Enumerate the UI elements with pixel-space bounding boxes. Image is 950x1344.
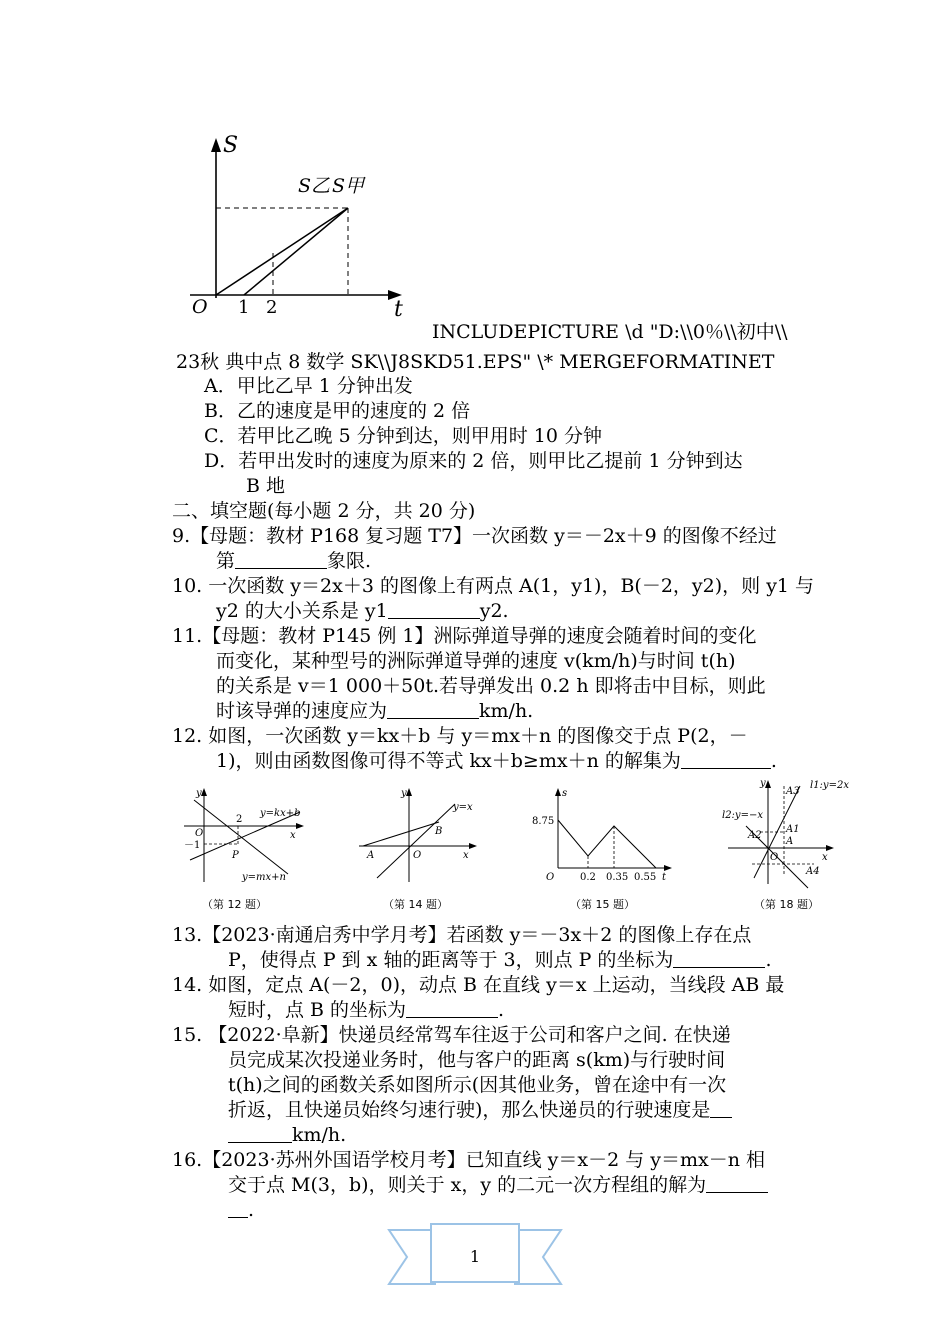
figure-15 <box>530 782 680 917</box>
fig12-y-label: y <box>196 788 202 799</box>
fig18-l2-label: l2:y=−x <box>722 810 763 821</box>
fig14-x-label: x <box>463 850 469 861</box>
x-axis-label: t <box>394 297 403 322</box>
fig18-point-a: A <box>786 836 794 847</box>
fig18-point-a4: A4 <box>806 866 820 877</box>
figure-14 <box>355 782 485 917</box>
question-11-line-1: 11.【母题：教材 P145 例 1】洲际弹道导弹的速度会随着时间的变化 <box>172 625 757 647</box>
fig18-x-label: x <box>822 852 828 863</box>
tick-label-2: 2 <box>266 297 278 318</box>
question-12-line-2 <box>216 749 777 773</box>
fig12-x-label: x <box>290 830 296 841</box>
q11-answer-blank[interactable] <box>387 700 479 719</box>
question-16-line-1: 16.【2023·苏州外国语学校月考】已知直线 y＝x－2 与 y＝mx－n 相 <box>172 1149 766 1171</box>
question-15-line-4 <box>228 1098 732 1122</box>
question-15-line-3: t(h)之间的函数关系如图所示(因其他业务，曾在途中有一次 <box>228 1074 727 1096</box>
fig14-point-b: B <box>435 826 443 837</box>
fig14-point-a: A <box>367 850 375 861</box>
q11-text-post: km/h. <box>479 700 534 722</box>
fig18-l1-label: l1:y=2x <box>810 780 849 791</box>
fig12-line2-label: y=mx+n <box>242 872 286 883</box>
q12-text-post: . <box>770 750 777 772</box>
figure-18 <box>718 772 858 917</box>
fig12-origin: O <box>195 828 204 839</box>
fig12-tick-neg1: －1 <box>184 840 201 851</box>
question-9-line-1: 9.【母题：教材 P168 复习题 T7】一次函数 y＝－2x＋9 的图像不经过 <box>172 525 777 547</box>
q13-answer-blank[interactable] <box>673 949 765 968</box>
question-13-line-2 <box>228 948 771 972</box>
fig18-point-a1: A1 <box>786 824 800 835</box>
question-15-line-5 <box>228 1123 346 1147</box>
fig15-s-label: s <box>562 788 568 799</box>
question-11-line-3: 的关系是 v＝1 000＋50t.若导弹发出 0.2 h 即将击中目标，则此 <box>216 675 766 697</box>
fig15-t-label: t <box>662 872 667 883</box>
page-number-ribbon <box>385 1222 565 1292</box>
option-d-continued: B 地 <box>246 475 286 497</box>
fig12-point-p: P <box>232 850 239 861</box>
option-d: D．若甲出发时的速度为原来的 2 倍，则甲比乙提前 1 分钟到达 <box>204 450 743 472</box>
fig15-origin: O <box>546 872 555 883</box>
q15-answer-blank-part-1[interactable] <box>710 1099 732 1118</box>
question-11-line-4 <box>216 699 533 723</box>
fig15-tick-1: 0.2 <box>580 872 596 883</box>
question-10-line-2 <box>216 599 509 623</box>
distance-time-graph <box>180 130 420 330</box>
question-14-line-1: 14. 如图，定点 A(－2，0)，动点 B 在直线 y＝x 上运动，当线段 AB 最 <box>172 974 785 996</box>
q14-answer-blank[interactable] <box>406 999 498 1018</box>
question-9-line-2 <box>216 549 371 573</box>
q13-text-pre: P，使得点 P 到 x 轴的距离等于 3，则点 P 的坐标为 <box>228 949 674 971</box>
fig14-line-label: y=x <box>453 802 473 813</box>
question-14-line-2 <box>228 998 504 1022</box>
line-label-yi: S乙 <box>298 175 331 197</box>
option-a: A．甲比乙早 1 分钟出发 <box>204 375 413 397</box>
q16-answer-blank-part-1[interactable] <box>706 1174 768 1193</box>
include-picture-field-2: 23秋 典中点 8 数学 SK\\J8SKD51.EPS" \* MERGEFORMATINET <box>176 351 775 373</box>
question-12-line-1: 12. 如图，一次函数 y＝kx＋b 与 y＝mx＋n 的图像交于点 P(2，－ <box>172 725 748 747</box>
fig12-tick-2: 2 <box>236 814 243 825</box>
q14-text-pre: 短时，点 B 的坐标为 <box>228 999 407 1021</box>
q16-text-pre: 交于点 M(3，b)，则关于 x，y 的二元一次方程组的解为 <box>228 1174 707 1196</box>
fig18-y-label: y <box>760 778 766 789</box>
question-15-line-1: 15. 【2022·阜新】快递员经常驾车往返于公司和客户之间. 在快递 <box>172 1024 731 1046</box>
q15-answer-blank-part-2[interactable] <box>228 1124 292 1143</box>
option-b: B．乙的速度是甲的速度的 2 倍 <box>204 400 471 422</box>
fig15-caption: （第 15 题） <box>570 898 635 911</box>
section-title: 二、填空题(每小题 2 分，共 20 分) <box>172 500 476 522</box>
fig14-caption: （第 14 题） <box>383 898 448 911</box>
fig15-tick-2: 0.35 <box>606 872 629 883</box>
q11-text-pre: 时该导弹的速度应为 <box>216 700 388 722</box>
q10-answer-blank[interactable] <box>388 600 480 619</box>
q12-answer-blank[interactable] <box>681 750 771 769</box>
question-10-line-1: 10. 一次函数 y＝2x＋3 的图像上有两点 A(1，y1)，B(－2，y2)，则 y1 与 <box>172 575 815 597</box>
fig18-point-a3: A3 <box>786 786 800 797</box>
page-number: 1 <box>469 1247 481 1266</box>
include-picture-field-1: INCLUDEPICTURE \d "D:\\0％\\初中\\ <box>432 321 788 343</box>
question-15-line-2: 员完成某次投递业务时，他与客户的距离 s(km)与行驶时间 <box>228 1049 726 1071</box>
q15-text-pre: 折返，且快递员始终匀速行驶)，那么快递员的行驶速度是 <box>228 1099 711 1121</box>
figure-12 <box>180 782 310 917</box>
fig15-tick-3: 0.55 <box>634 872 657 883</box>
q16-text-post: . <box>248 1199 255 1221</box>
fig14-origin: O <box>413 850 422 861</box>
q9-text-post: 象限. <box>327 550 372 572</box>
question-16-line-3 <box>228 1198 254 1222</box>
tick-label-1: 1 <box>238 297 250 318</box>
fig12-line1-label: y=kx+b <box>260 808 301 819</box>
question-16-line-2 <box>228 1173 768 1197</box>
q9-answer-blank[interactable] <box>235 550 327 569</box>
q9-text-pre: 第 <box>216 550 236 572</box>
option-c: C．若甲比乙晚 5 分钟到达，则甲用时 10 分钟 <box>204 425 602 447</box>
fig15-y-value: 8.75 <box>532 816 555 827</box>
line-label-jia: S甲 <box>332 175 365 197</box>
q14-text-post: . <box>498 999 505 1021</box>
fig18-origin: O <box>770 852 779 863</box>
q15-text-post: km/h. <box>292 1124 347 1146</box>
fig18-caption: （第 18 题） <box>754 898 819 911</box>
fig14-y-label: y <box>401 788 407 799</box>
fig18-point-a2: A2 <box>748 830 762 841</box>
question-11-line-2: 而变化，某种型号的洲际弹道导弹的速度 v(km/h)与时间 t(h) <box>216 650 736 672</box>
fig12-caption: （第 12 题） <box>202 898 267 911</box>
q10-text-post: y2. <box>479 600 509 622</box>
q12-text-pre: 1)，则由函数图像可得不等式 kx＋b≥mx＋n 的解集为 <box>216 750 681 772</box>
y-axis-label: S <box>223 133 239 158</box>
q16-answer-blank-part-2[interactable] <box>228 1199 248 1218</box>
q10-text-pre: y2 的大小关系是 y1 <box>216 600 388 622</box>
origin-label: O <box>192 296 208 318</box>
question-13-line-1: 13.【2023·南通启秀中学月考】若函数 y＝－3x＋2 的图像上存在点 <box>172 924 752 946</box>
q13-text-post: . <box>765 949 772 971</box>
